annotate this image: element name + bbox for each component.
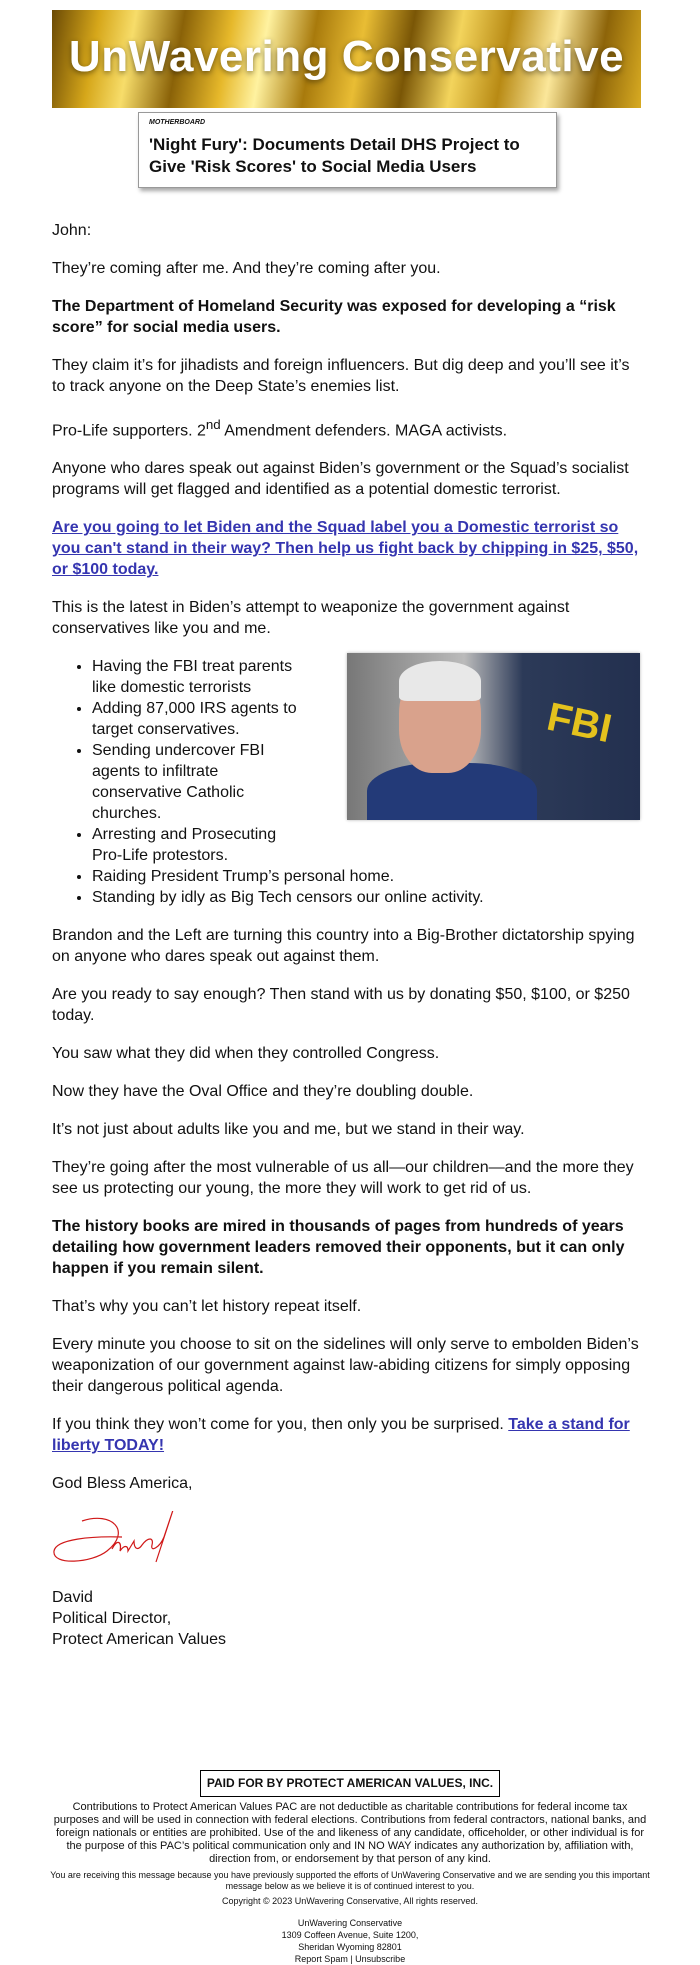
brand-banner [52,10,641,108]
receiving-notice: You are receiving this message because you have previously supported the efforts of UnWavering Conservative and we are sending you this important message below as we believe it is of continued interest to you. [50,1870,650,1892]
paragraph: Brandon and the Left are turning this country into a Big-Brother dictatorship spying on anyone who dares speak out against them. [52,927,635,966]
signature-image [52,1511,642,1577]
paragraph: This is the latest in Biden’s attempt to weaponize the government against conservatives like you and me. [52,599,570,638]
paragraph: They claim it’s for jihadists and foreign influencers. But dig deep and you’ll see it’s to track anyone on the Deep State’s enemies list. [52,357,630,395]
address-block [0,1917,700,1965]
address-line: Sheridan Wyoming 82801 [298,1942,402,1953]
signer-name: David [52,1589,93,1607]
separator: | [347,1954,356,1965]
paragraph: It’s not just about adults like you and me, but we stand in their way. [52,1121,525,1139]
text: If you think they won’t come for you, then only you be surprised. [52,1416,509,1434]
brand-logo-text: UnWavering Conservative [68,32,625,81]
email [0,10,700,1965]
text: Pro-Life supporters. 2 [52,422,206,440]
paragraph: Anyone who dares speak out against Biden’s government or the Squad’s socialist programs will get flagged and identified as a potential domestic terrorist. [52,460,629,499]
signer-org: Protect American Values [52,1631,227,1649]
address-line: 1309 Coffeen Avenue, Suite 1200, [281,1930,419,1941]
list-item: • Adding 87,000 IRS agents to target conservatives. [92,698,302,740]
footer [0,1770,700,1965]
paragraph: They’re coming after me. And they’re coming after you. [52,260,441,277]
copyright: Copyright © 2023 UnWavering Conservative, All rights reserved. [222,1896,478,1907]
bullet-section [52,656,642,908]
signer-title: Political Director, [52,1610,172,1628]
org-name: UnWavering Conservative [297,1918,403,1929]
list-item: • Having the FBI treat parents like domestic terrorists [92,656,302,698]
unsubscribe-link[interactable]: Unsubscribe [355,1954,406,1965]
paragraph: You saw what they did when they controlled Congress. [52,1045,440,1063]
email-body [52,220,642,1650]
report-spam-link[interactable]: Report Spam [294,1954,348,1965]
list-item: • Arresting and Prosecuting Pro-Life protestors. [92,824,302,866]
donate-link[interactable]: Are you going to let Biden and the Squad label you a Domestic terrorist so you can't stand in their way? Then help us fight back by chipping in $25, $50, or $100 today. [52,519,639,579]
list-item: • Raiding President Trump’s personal home. [92,866,642,887]
closing: God Bless America, [52,1475,193,1493]
paragraph: They’re going after the most vulnerable of us all—our children—and the more they see us protecting our young, the more they will work to get rid of us. [52,1159,634,1198]
paragraph: Are you ready to say enough? Then stand with us by donating $50, $100, or $250 today. [52,986,630,1025]
paragraph: The history books are mired in thousands of pages from hundreds of years detailing how government leaders removed their opponents, but it can only happen if you remain silent. [52,1218,625,1278]
article-source: MOTHERBOARD [149,119,205,126]
superscript: nd [205,417,221,432]
legal-disclaimer: Contributions to Protect American Values PAC are not deductible as charitable contributions for federal income tax purposes and will be used in connection with federal elections. Contributions from federal contractors, national banks, and foreign nationals or entities are prohibited. Use of the and likeness of any candidate, officeholder, or other individual is for the purpose of this PAC’s political communication only and IN NO WAY indicates any authorization by, affiliation with, direction from, or endorsement by that person of any kind. [53,1801,647,1866]
take-a-stand-link[interactable]: Take a stand for liberty TODAY! [52,1416,630,1455]
paragraph: Every minute you choose to sit on the sidelines will only serve to embolden Biden’s weaponization of our government against law-abiding citizens for simply opposing their dangerous political agenda. [52,1336,639,1396]
paragraph: Now they have the Oval Office and they’re doubling double. [52,1083,474,1101]
paid-for-disclaimer: PAID FOR BY PROTECT AMERICAN VALUES, INC. [200,1770,500,1797]
paragraph [52,414,642,441]
paragraph: The Department of Homeland Security was exposed for developing a “risk score” for social media users. [52,298,616,336]
greeting: John: [52,222,92,239]
footer-links [0,1953,700,1965]
biden-fbi-photo: FBI [347,653,640,820]
donate-paragraph [52,517,642,580]
paragraph [52,1414,642,1456]
paragraph: That’s why you can’t let history repeat itself. [52,1298,362,1316]
article-screenshot [138,112,557,188]
text: Amendment defenders. MAGA activists. [220,422,508,440]
list-item: • Sending undercover FBI agents to infiltrate conservative Catholic churches. [92,740,302,824]
article-headline: 'Night Fury': Documents Detail DHS Project to Give 'Risk Scores' to Social Media Users [149,135,520,176]
list-item: • Standing by idly as Big Tech censors our online activity. [92,887,642,908]
